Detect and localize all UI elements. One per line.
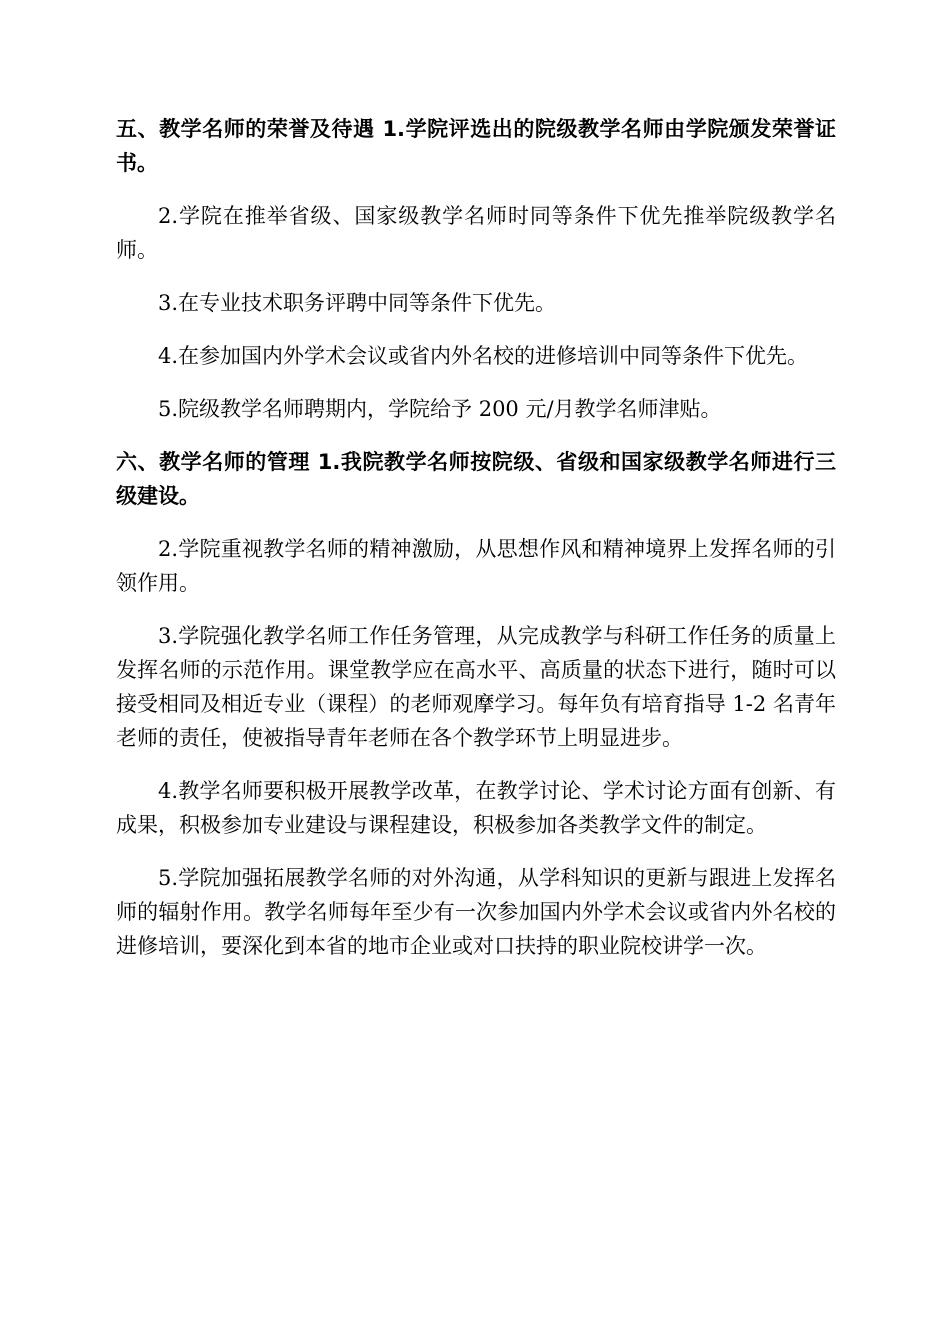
paragraph-management-5: 5.学院加强拓展教学名师的对外沟通，从学科知识的更新与跟进上发挥名师的辐射作用。教学名师每年至少有一次参加国内外学术会议或省内外名校的进修培训，要深化到本省的地市企业或对口扶持的职业院校讲学一次。: [116, 866, 836, 958]
document-body: [116, 112, 836, 982]
paragraph-honors-2: 2.学院在推举省级、国家级教学名师时同等条件下优先推举院级教学名师。: [116, 204, 836, 262]
paragraph-management-4: 4.教学名师要积极开展教学改革，在教学讨论、学术讨论方面有创新、有成果，积极参加专业建设与课程建设，积极参加各类教学文件的制定。: [116, 779, 836, 837]
section-heading-honors: 五、教学名师的荣誉及待遇 1.学院评选出的院级教学名师由学院颁发荣誉证书。: [116, 117, 836, 175]
paragraph-honors-3: 3.在专业技术职务评聘中同等条件下优先。: [158, 291, 557, 315]
paragraph-management-2: 2.学院重视教学名师的精神激励，从思想作风和精神境界上发挥名师的引领作用。: [116, 537, 836, 595]
paragraph-honors-4: 4.在参加国内外学术会议或省内外名校的进修培训中同等条件下优先。: [158, 344, 809, 368]
paragraph-management-3: 3.学院强化教学名师工作任务管理，从完成教学与科研工作任务的质量上发挥名师的示范作用。课堂教学应在高水平、高质量的状态下进行，随时可以接受相同及相近专业（课程）的老师观摩学习。每年负有培育指导 1-2 名青年老师的责任，使被指导青年老师在各个教学环节上明显进步。: [116, 624, 836, 750]
paragraph-honors-5: 5.院级教学名师聘期内，学院给予 200 元/月教学名师津贴。: [158, 397, 722, 421]
section-heading-management: 六、教学名师的管理 1.我院教学名师按院级、省级和国家级教学名师进行三级建设。: [116, 450, 836, 508]
